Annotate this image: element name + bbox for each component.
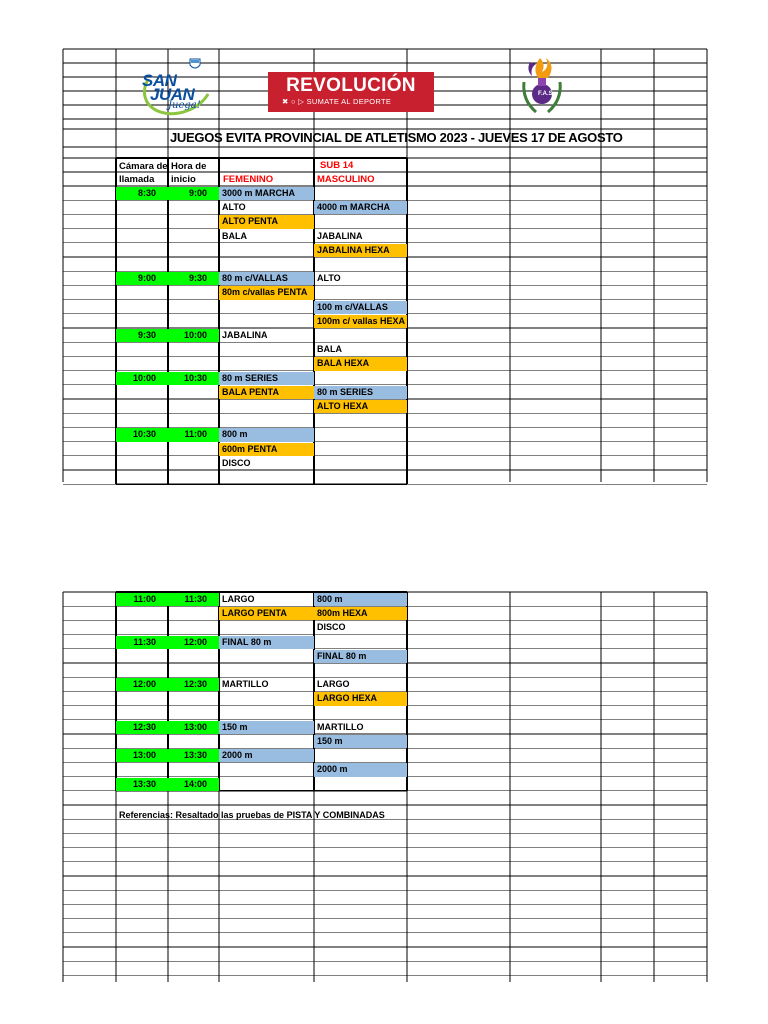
header-camara-line1: Cámara de (119, 161, 168, 172)
header-hora-line1: Hora de (171, 161, 207, 172)
femenino-event: 80 m SERIES (219, 372, 314, 385)
femenino-event: BALA PENTA (219, 386, 314, 399)
camara-cell: 11:30 (116, 636, 168, 649)
reference-note: Referencias: Resaltado las pruebas de PISTA Y COMBINADAS (119, 810, 385, 820)
masculino-event: 800 m (314, 593, 407, 606)
femenino-event: DISCO (222, 457, 251, 468)
revolucion-subtitle: ✖ ○ ▷ SUMATE AL DEPORTE (282, 97, 392, 106)
hora-cell: 14:00 (168, 778, 219, 791)
masculino-event: ALTO (317, 273, 341, 284)
femenino-event: 150 m (219, 721, 314, 734)
masculino-event: JABALINA (317, 230, 363, 241)
hora-cell: 9:00 (168, 187, 219, 200)
femenino-event: 600m PENTA (219, 443, 314, 456)
hora-cell: 11:30 (168, 593, 219, 606)
hora-cell: 13:30 (168, 749, 219, 762)
masculino-event: LARGO HEXA (314, 692, 407, 705)
femenino-event: ALTO (222, 202, 246, 213)
femenino-event: 80 m c/VALLAS (219, 272, 314, 285)
femenino-event: 2000 m (219, 749, 314, 762)
fas-label: F.A.S (538, 91, 553, 97)
revolucion-title: REVOLUCIÓN (286, 75, 416, 96)
masculino-event: 150 m (314, 735, 407, 748)
hora-cell: 10:00 (168, 329, 219, 342)
masculino-event: DISCO (317, 622, 346, 633)
masculino-event: MARTILLO (317, 721, 364, 732)
camara-cell: 13:00 (116, 749, 168, 762)
header-camara-line2: llamada (119, 174, 155, 185)
masculino-event: 800m HEXA (314, 607, 407, 620)
san-juan-crest-icon (188, 56, 202, 72)
hora-cell: 12:00 (168, 636, 219, 649)
camara-cell: 9:00 (116, 272, 168, 285)
san-juan-line2: JUAN (150, 85, 195, 104)
masculino-event: LARGO (317, 679, 350, 690)
fas-torch-icon (516, 54, 568, 118)
hora-cell: 11:00 (168, 428, 219, 441)
camara-cell: 11:00 (116, 593, 168, 606)
femenino-event: BALA (222, 230, 247, 241)
femenino-event: JABALINA (222, 330, 268, 340)
masculino-event: 100 m c/VALLAS (314, 301, 407, 314)
femenino-event: FINAL 80 m (219, 636, 314, 649)
masculino-event: JABALINA HEXA (314, 244, 407, 257)
san-juan-logo (136, 56, 214, 114)
masculino-event: FINAL 80 m (314, 650, 407, 663)
femenino-event: LARGO PENTA (219, 607, 314, 620)
femenino-event: 3000 m MARCHA (219, 187, 314, 200)
femenino-event: MARTILLO (222, 679, 269, 690)
masculino-event: BALA HEXA (314, 357, 407, 370)
page-title: JUEGOS EVITA PROVINCIAL DE ATLETISMO 2023 - JUEVES 17 DE AGOSTO (170, 130, 623, 145)
masculino-event: 2000 m (314, 763, 407, 776)
header-masculino: MASCULINO (317, 174, 375, 185)
san-juan-juega: Juega! (168, 100, 201, 111)
femenino-event: ALTO PENTA (219, 215, 314, 228)
header-category: SUB 14 (320, 160, 354, 171)
camara-cell: 9:30 (116, 329, 168, 342)
camara-cell: 12:30 (116, 721, 168, 734)
masculino-event: 4000 m MARCHA (314, 201, 407, 214)
camara-cell: 13:30 (116, 778, 168, 791)
femenino-event: LARGO (222, 594, 255, 604)
masculino-event: BALA (317, 344, 342, 355)
header-femenino: FEMENINO (223, 174, 274, 185)
masculino-event: 100m c/ vallas HEXA (314, 315, 407, 328)
hora-cell: 10:30 (168, 372, 219, 385)
masculino-event: 80 m SERIES (314, 386, 407, 399)
hora-cell: 13:00 (168, 721, 219, 734)
hora-cell: 9:30 (168, 272, 219, 285)
camara-cell: 12:00 (116, 678, 168, 691)
femenino-event: 800 m (219, 428, 314, 441)
camara-cell: 10:00 (116, 372, 168, 385)
masculino-event: ALTO HEXA (314, 400, 407, 413)
camara-cell: 10:30 (116, 428, 168, 441)
camara-cell: 8:30 (116, 187, 168, 200)
header-hora-line2: inicio (171, 174, 196, 185)
femenino-event: 80m c/vallas PENTA (219, 286, 314, 299)
hora-cell: 12:30 (168, 678, 219, 691)
san-juan-line1: SAN (142, 71, 177, 90)
revolucion-logo (268, 72, 434, 112)
